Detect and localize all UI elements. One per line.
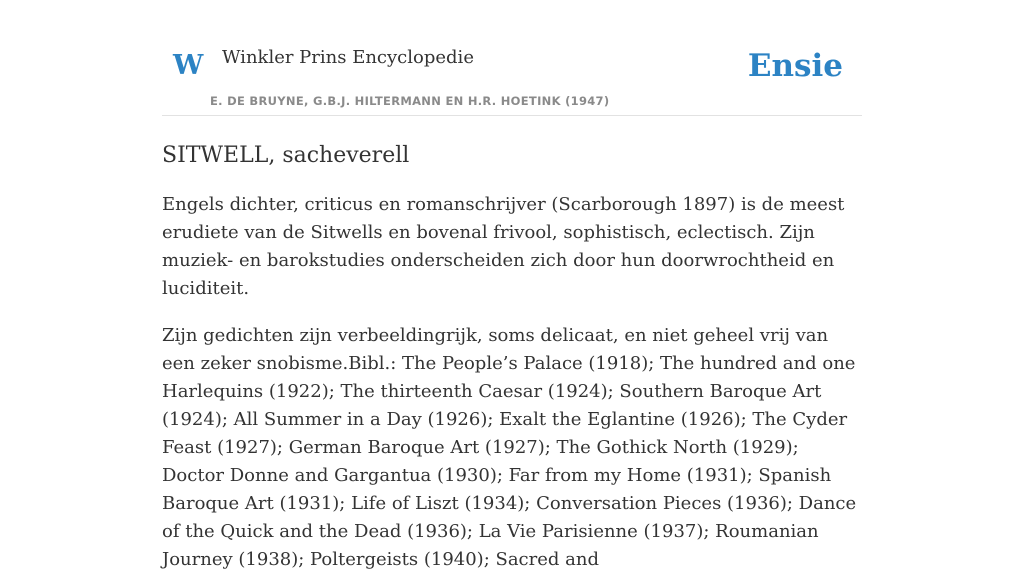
source-authors: E. DE BRUYNE, G.B.J. HILTERMANN EN H.R. HOETINK (1947) [210, 94, 610, 108]
article-paragraph: Engels dichter, criticus en romanschrijver (Scarborough 1897) is de meest erudiete van de Sitwells en bovenal frivool, sophistisch, eclectisch. Zijn muziek- en barokstudies onderscheiden zich door hun doorwrochtheid en luciditeit. [162, 194, 845, 300]
article-title: SITWELL, sacheverell [162, 143, 410, 168]
source-title[interactable]: Winkler Prins Encyclopedie [222, 47, 474, 68]
article-body [162, 191, 862, 574]
source-logo[interactable]: W [173, 50, 204, 81]
page [162, 0, 862, 574]
ensie-logo[interactable]: Ensie [747, 48, 843, 84]
article-paragraph: Zijn gedichten zijn verbeeldingrijk, soms delicaat, en niet geheel vrij van een zeker snobisme.Bibl.: The People’s Palace (1918); The hundred and one Harlequins (1922); The thirteenth Caesar (1924); Southern Baroque Art (1924); All Summer in a Day (1926); Exalt the Eglantine (1926); The Cyder Feast (1927); German Baroque Art (1927); The Gothick North (1929); Doctor Donne and Gargantua (1930); Far from my Home (1931); Spanish Baroque Art (1931); Life of Liszt (1934); Conversation Pieces (1936); Dance of the Quick and the Dead (1936); La Vie Parisienne (1937); Roumanian Journey (1938); Poltergeists (1940); Sacred and [162, 325, 857, 571]
source-header [162, 0, 862, 116]
